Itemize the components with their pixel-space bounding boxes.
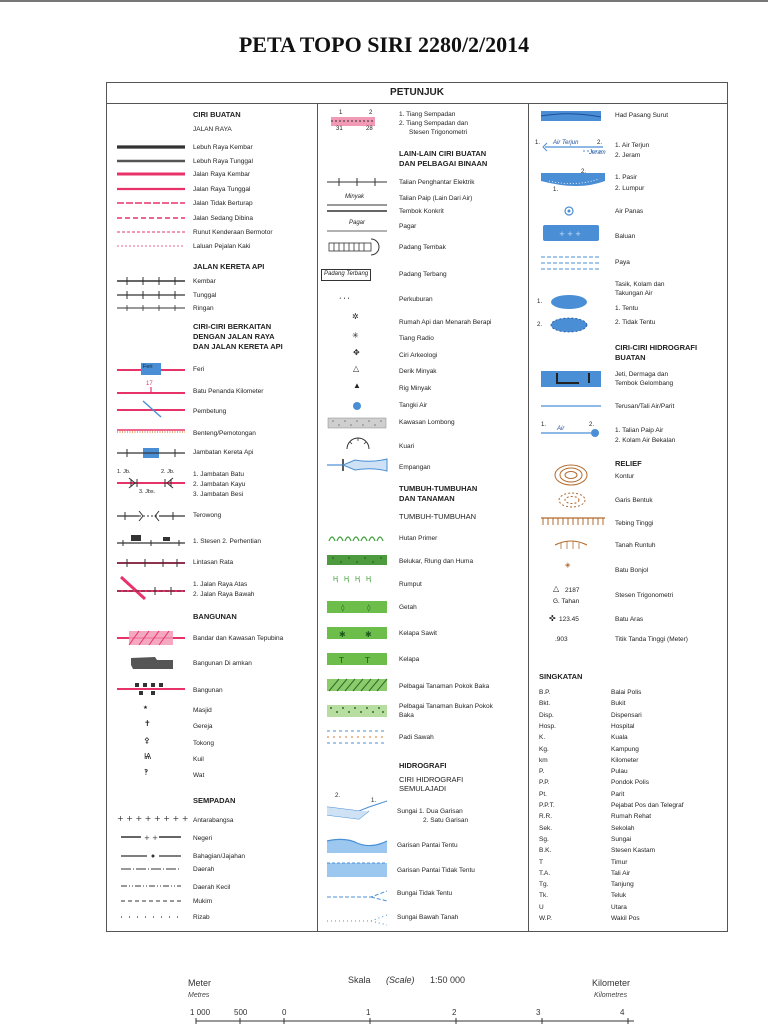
sand-num-2: 2. xyxy=(581,169,587,175)
abbr-code: B.K. xyxy=(539,847,552,855)
lake-label-1: Tasik, Kolam dan xyxy=(615,281,665,288)
chinese-temple-icon: ⚴ xyxy=(144,736,150,745)
subheading-hidro-1: CIRI HIDROGRAFI xyxy=(399,775,464,784)
road-label-2: Jalan Raya Kembar xyxy=(193,171,251,178)
non-perennial-label-1: Pelbagai Tanaman Bukan Pokok xyxy=(399,703,493,710)
concrete-wall-label: Tembok Konkrit xyxy=(399,208,444,215)
road-symbols xyxy=(115,143,187,253)
pillar-num-28: 28 xyxy=(366,126,373,132)
primary-forest-symbol xyxy=(325,531,389,545)
heading-ciri-buatan: CIRI BUATAN xyxy=(193,110,241,119)
svg-text:+ + + + + + + +: + + + + + + + + xyxy=(117,814,189,823)
waterfall-num-1: 1. xyxy=(535,140,541,146)
primary-forest-label: Hutan Primer xyxy=(399,535,438,542)
archaeology-icon: ✥ xyxy=(353,348,360,357)
coconut-label: Kelapa xyxy=(399,656,420,663)
rock-outcrop-label: Batu Bonjol xyxy=(615,567,649,574)
paddy-label: Padi Sawah xyxy=(399,734,434,741)
spot-height-label: Titik Tanda Tinggi (Meter) xyxy=(615,636,688,643)
trig-station-name: G. Tahan xyxy=(553,598,580,605)
abbr-meaning: Wakil Pos xyxy=(611,915,640,922)
hot-spring-label: Air Panas xyxy=(615,208,644,215)
level-crossing-label: Lintasan Rata xyxy=(193,559,234,566)
svg-text:T: T xyxy=(365,656,370,665)
jetty-label-1: Jeti, Dermaga dan xyxy=(615,371,669,378)
oil-palm-label: Kelapa Sawit xyxy=(399,630,437,637)
shaded-buildings-symbol xyxy=(115,655,187,671)
perennial-crops-symbol xyxy=(325,677,389,693)
abbr-code: P. xyxy=(539,768,545,776)
grass-label: Rumput xyxy=(399,581,422,588)
spot-height-value: .903 xyxy=(555,636,568,643)
lake-label-4: 2. Tidak Tentu xyxy=(615,319,656,326)
form-line-label: Garis Bentuk xyxy=(615,497,653,504)
mining-area-label: Kawasan Lombong xyxy=(399,419,455,426)
contour-symbol xyxy=(553,463,589,487)
svg-text:+ +: + + xyxy=(144,834,158,842)
mining-area-symbol xyxy=(327,417,387,429)
town-label: Bandar dan Kawasan Tepubina xyxy=(193,635,284,642)
heading-relief: RELIEF xyxy=(615,459,642,468)
scrub-symbol xyxy=(325,553,389,567)
wat-label: Wat xyxy=(193,772,205,779)
tidal-limit-label: Had Pasang Surut xyxy=(615,112,669,119)
radio-mast-label: Tiang Radio xyxy=(399,335,434,342)
level-crossing-symbol xyxy=(115,555,187,569)
concrete-wall-symbol xyxy=(325,207,389,215)
waterfall-label: 1. Air Terjun xyxy=(615,142,650,149)
river-symbol xyxy=(325,797,389,823)
landslide-symbol xyxy=(553,537,589,551)
road-label-5: Jalan Sedang Dibina xyxy=(193,215,253,222)
airfield-tag: Padang Terbang xyxy=(321,269,371,281)
non-perennial-label-2: Baka xyxy=(399,712,414,719)
abbr-code: Tg. xyxy=(539,881,549,889)
abbr-code: Bkt. xyxy=(539,700,551,708)
bench-mark-value: 123.45 xyxy=(559,616,579,623)
pillar-label-1: 1. Tiang Sempadan xyxy=(399,111,456,118)
mud-label: 2. Lumpur xyxy=(615,185,645,192)
svg-text:+ + +: + + + xyxy=(559,230,582,238)
road-label-7: Laluan Pejalan Kaki xyxy=(193,243,251,250)
svg-text:◊: ◊ xyxy=(341,604,345,612)
bridge-num-3: 3. Jbs. xyxy=(139,489,156,495)
sand-num-1: 1. xyxy=(553,187,559,193)
abbr-meaning: Balai Polis xyxy=(611,689,642,696)
heading-jalan-raya: JALAN RAYA xyxy=(193,126,232,133)
bridge-label-3: 3. Jambatan Besi xyxy=(193,491,244,498)
non-perennial-crops-symbol xyxy=(325,703,389,719)
hindu-temple-icon: Ѩ xyxy=(144,752,152,761)
scale-skala: Skala xyxy=(348,975,371,985)
paddy-symbol xyxy=(325,727,389,747)
lake-num-2: 2. xyxy=(537,322,543,328)
legend-panel xyxy=(106,82,728,932)
column-divider-1 xyxy=(317,103,318,931)
abbr-code: B.P. xyxy=(539,689,551,696)
abbr-code: km xyxy=(539,756,548,764)
map-title: PETA TOPO SIRI 2280/2/2014 xyxy=(238,32,530,57)
scale-skala-en: (Scale) xyxy=(386,975,415,985)
rail-label-1: Tunggal xyxy=(193,292,217,299)
embankment-symbol xyxy=(115,425,187,435)
subheading-hidro-2: SEMULAJADI xyxy=(399,784,447,793)
road-label-6: Runut Kenderaan Bermotor xyxy=(193,229,273,236)
column-divider-2 xyxy=(528,103,529,931)
dam-label: Empangan xyxy=(399,464,431,471)
landslide-label: Tanah Runtuh xyxy=(615,542,656,549)
coastline-indefinite-label: Garisan Pantai Tidak Tentu xyxy=(397,867,475,874)
bridge-label-2: 2. Jambatan Kayu xyxy=(193,481,246,488)
km-number: 17 xyxy=(146,381,153,387)
hindu-temple-label: Kuil xyxy=(193,756,204,763)
bench-mark-icon: ✜ xyxy=(549,614,556,623)
boundary-label-1: Negeri xyxy=(193,835,213,842)
lake-symbols xyxy=(547,293,595,337)
pillar-num-2: 2 xyxy=(369,110,373,116)
underground-river-label: Sungai Bawah Tanah xyxy=(397,914,459,921)
archaeology-label: Ciri Arkeologi xyxy=(399,352,438,359)
tunnel-symbol xyxy=(115,509,187,523)
abbr-meaning: Rumah Rehat xyxy=(611,813,652,821)
pond-symbol xyxy=(539,223,603,243)
heading-hidrografi: HIDROGRAFI xyxy=(399,761,447,770)
culvert-symbol xyxy=(115,401,187,417)
building-symbol xyxy=(115,681,187,695)
top-edge-line xyxy=(0,0,768,2)
form-line-symbol xyxy=(557,491,587,509)
boundary-symbols xyxy=(115,813,187,923)
water-pipe-label-1: 1. Talian Paip Air xyxy=(615,427,664,434)
radio-mast-icon: ✳ xyxy=(352,331,359,340)
waterfall-num-2: 2. xyxy=(597,140,603,146)
road-label-1: Lebuh Raya Tunggal xyxy=(193,158,253,165)
oil-derrick-label: Derik Minyak xyxy=(399,368,437,375)
pillar-label-2: 2. Tiang Sempadan dan xyxy=(399,120,469,127)
svg-text:✱: ✱ xyxy=(339,630,346,639)
shaded-buildings-label: Bangunan Di amkan xyxy=(193,660,252,667)
boundary-label-4: Daerah Kecil xyxy=(193,884,231,891)
oil-rig-icon: ▲ xyxy=(353,381,361,390)
abbr-code: Kg. xyxy=(539,745,549,753)
contour-label: Kontur xyxy=(615,473,635,480)
heading-lain-lain-1: LAIN-LAIN CIRI BUATAN xyxy=(399,149,487,158)
heading-bangunan: BANGUNAN xyxy=(193,612,237,621)
abbr-meaning: Utara xyxy=(611,903,627,911)
abbr-meaning: Timur xyxy=(611,858,628,866)
power-line-symbol xyxy=(325,177,389,187)
canal-label: Terusan/Tali Air/Parit xyxy=(615,403,675,410)
bridge-num-2: 2. Jb. xyxy=(161,469,175,475)
river-label-2: 2. Satu Garisan xyxy=(423,817,469,824)
tunnel-label: Terowong xyxy=(193,512,222,519)
swamp-symbol xyxy=(539,253,603,273)
abbr-code: Tk. xyxy=(539,892,549,900)
abbr-meaning: Sungai xyxy=(611,835,632,843)
water-tank-icon xyxy=(352,401,362,411)
pipe-tag: Air xyxy=(557,426,565,432)
mosque-icon: ٭ xyxy=(143,702,148,712)
abbr-meaning: Teluk xyxy=(611,892,627,900)
abbr-meaning: Pondok Polis xyxy=(611,779,649,787)
bench-mark-label: Batu Aras xyxy=(615,616,644,623)
ferry-label: Feri xyxy=(193,366,205,373)
boundary-label-0: Antarabangsa xyxy=(193,817,234,824)
road-label-4: Jalan Tidak Berturap xyxy=(193,200,253,207)
abbr-meaning: Kampung xyxy=(611,745,639,753)
fence-tag: Pagar xyxy=(349,220,366,226)
lighthouse-icon: ✲ xyxy=(352,312,359,321)
boundary-label-3: Daerah xyxy=(193,866,215,873)
rail-label-2: Ringan xyxy=(193,305,214,312)
underpass-label: 2. Jalan Raya Bawah xyxy=(193,591,255,598)
tidal-limit-symbol xyxy=(539,107,603,125)
ferry-tag: Feri xyxy=(143,364,153,370)
abbr-code: P.P.T. xyxy=(539,802,555,809)
scale-meter-label: Meter xyxy=(188,978,212,988)
water-pipe-label-2: 2. Kolam Air Bekalan xyxy=(615,437,676,444)
svg-text:✱: ✱ xyxy=(365,630,372,639)
station-label: 1. Stesen 2. Perhentian xyxy=(193,538,261,545)
abbr-meaning: Pejabat Pos dan Telegraf xyxy=(611,802,684,809)
scale-tick-2: 0 xyxy=(282,1008,287,1017)
abbr-meaning: Kilometer xyxy=(611,756,639,764)
road-label-0: Lebuh Raya Kembar xyxy=(193,144,253,151)
grass-icon: Ӊ Ӊ Ӊ Ӊ xyxy=(333,576,374,583)
road-label-3: Jalan Raya Tunggal xyxy=(193,186,251,193)
railway-bridge-label: Jambatan Kereta Api xyxy=(193,449,254,456)
coastline-definite-label: Garisan Pantai Tentu xyxy=(397,842,458,849)
coastline-indefinite-symbol xyxy=(325,861,389,879)
river-label-1: Sungai 1. Dua Garisan xyxy=(397,808,463,815)
abbr-meaning: Tanjung xyxy=(611,881,634,889)
building-label: Bangunan xyxy=(193,687,223,694)
pipeline-tag: Minyak xyxy=(345,194,365,200)
water-tank-label: Tangki Air xyxy=(399,402,428,409)
km-marker-label: Batu Penanda Kilometer xyxy=(193,388,264,395)
railway-symbols xyxy=(115,277,187,313)
subheading-tumbuh: TUMBUH-TUMBUHAN xyxy=(399,512,477,521)
pipe-num-2: 2. xyxy=(589,422,595,428)
abbr-meaning: Stesen Kastam xyxy=(611,847,656,855)
quarry-symbol xyxy=(345,435,371,451)
church-icon: ✝ xyxy=(144,719,151,728)
chinese-temple-label: Tokong xyxy=(193,740,214,747)
abbr-code: Hosp. xyxy=(539,722,556,730)
trig-station-label: Stesen Trigonometri xyxy=(615,592,674,599)
bridge-label-1: 1. Jambatan Batu xyxy=(193,471,244,478)
lake-num-1: 1. xyxy=(537,299,543,305)
overpass-symbol xyxy=(115,575,187,601)
river-indefinite-label: Bungai Tidak Tentu xyxy=(397,890,453,897)
abbr-meaning: Parit xyxy=(611,790,625,798)
abbr-code: Sek. xyxy=(539,824,553,832)
swamp-label: Paya xyxy=(615,259,630,266)
perennial-crops-label: Pelbagai Tanaman Pokok Baka xyxy=(399,683,490,690)
oil-derrick-icon: △ xyxy=(353,364,360,373)
firing-range-label: Padang Tembak xyxy=(399,244,446,251)
scale-kilometres-label: Kilometres xyxy=(594,992,628,999)
cliff-symbol xyxy=(539,515,607,527)
wat-icon: ‽ xyxy=(144,768,149,777)
rapids-label: 2. Jeram xyxy=(615,152,641,159)
mosque-label: Masjid xyxy=(193,707,212,714)
station-symbol xyxy=(115,531,187,549)
river-indefinite-symbol xyxy=(325,887,389,901)
scale-tick-4: 2 xyxy=(452,1008,457,1017)
pipe-num-1: 1. xyxy=(541,422,547,428)
rock-outcrop-icon: ◈ xyxy=(565,562,571,569)
rubber-label: Getah xyxy=(399,604,417,611)
heading-ciri-hidro-2: BUATAN xyxy=(615,353,646,362)
river-num-2: 2. xyxy=(335,793,341,799)
canal-symbol xyxy=(539,401,603,411)
scale-ratio: 1:50 000 xyxy=(430,975,466,985)
railway-bridge-symbol xyxy=(115,445,187,461)
lighthouse-label: Rumah Api dan Menarah Berapi xyxy=(399,319,492,326)
abbr-code: U xyxy=(539,903,544,911)
dam-symbol xyxy=(325,457,389,473)
trig-station-icon: △ xyxy=(553,584,560,593)
coconut-symbol xyxy=(325,651,389,667)
boundary-label-5: Mukim xyxy=(193,898,213,905)
scrub-label: Belukar, Rlung dan Huma xyxy=(399,558,474,565)
culvert-label: Pembetung xyxy=(193,408,227,415)
abbr-code: R.R. xyxy=(539,813,552,821)
scale-bar xyxy=(196,1018,636,1024)
boundary-label-6: Rizab xyxy=(193,914,210,921)
abbr-code: P.P. xyxy=(539,779,550,787)
river-num-1: 1. xyxy=(371,798,377,804)
embankment-label: Benteng/Pemotongan xyxy=(193,430,256,437)
waterfall-tag: Air Terjun xyxy=(553,140,579,146)
abbr-meaning: Dispensari xyxy=(611,711,642,719)
scale-tick-5: 3 xyxy=(536,1008,541,1017)
lake-label-2: Takungan Air xyxy=(615,290,653,297)
heading-singkatan: SINGKATAN xyxy=(539,672,583,681)
hot-spring-icon xyxy=(563,205,575,217)
abbr-meaning: Tali Air xyxy=(611,869,631,877)
overpass-label: 1. Jalan Raya Atas xyxy=(193,581,248,588)
svg-text:T: T xyxy=(339,656,344,665)
scale-tick-1: 500 xyxy=(234,1008,248,1017)
heading-ciri-ciri-1: CIRI-CIRI BERKAITAN xyxy=(193,322,272,331)
pipeline-label: Talian Paip (Lain Dari Air) xyxy=(399,195,473,202)
rubber-symbol xyxy=(325,599,389,615)
sand-mud-symbol xyxy=(539,171,611,193)
heading-tumbuh-1: TUMBUH-TUMBUHAN xyxy=(399,484,478,493)
heading-ciri-ciri-3: DAN JALAN KERETA API xyxy=(193,342,283,351)
oil-palm-symbol xyxy=(325,625,389,641)
cemetery-label: Perkuburan xyxy=(399,296,433,303)
church-label: Gereja xyxy=(193,723,213,730)
abbr-code: T.A. xyxy=(539,869,551,877)
lake-label-3: 1. Tentu xyxy=(615,305,639,312)
town-symbol xyxy=(115,629,187,647)
abbr-code: W.P. xyxy=(539,915,552,922)
svg-text:◊: ◊ xyxy=(367,604,371,612)
scale-kilometer-label: Kilometer xyxy=(592,978,631,988)
abbr-meaning: Sekolah xyxy=(611,824,635,832)
underground-river-symbol xyxy=(325,911,389,925)
heading-sempadan: SEMPADAN xyxy=(193,796,236,805)
heading-tumbuh-2: DAN TANAMAN xyxy=(399,494,455,503)
airfield-label: Padang Terbang xyxy=(399,271,447,278)
legend-header: PETUNJUK xyxy=(107,83,727,104)
pillar-num-1: 1 xyxy=(339,110,343,116)
rail-label-0: Kembar xyxy=(193,278,216,285)
firing-range-symbol xyxy=(325,237,389,257)
rapids-tag: Jeram xyxy=(589,150,606,156)
abbr-code: Disp. xyxy=(539,711,554,719)
cliff-label: Tebing Tinggi xyxy=(615,520,654,527)
heading-jalan-kereta-api: JALAN KERETA API xyxy=(193,262,265,271)
cemetery-icon: ، ، ، xyxy=(339,294,350,301)
pillar-num-31: 31 xyxy=(336,126,343,132)
abbr-code: Pt. xyxy=(539,790,547,798)
pond-label: Baluan xyxy=(615,233,636,240)
boundary-label-2: Bahagian/Jajahan xyxy=(193,853,246,860)
scale-tick-3: 1 xyxy=(366,1008,371,1017)
abbr-code: K. xyxy=(539,734,546,742)
abbr-meaning: Hospital xyxy=(611,722,635,730)
heading-ciri-ciri-2: DENGAN JALAN RAYA xyxy=(193,332,275,341)
abbr-meaning: Pulau xyxy=(611,768,628,776)
quarry-label: Kuari xyxy=(399,443,415,450)
abbr-meaning: Bukit xyxy=(611,700,626,708)
power-line-label: Talian Penghantar Elektrik xyxy=(399,179,475,186)
trig-station-value: 2187 xyxy=(565,587,580,594)
heading-ciri-hidro-1: CIRI-CIRI HIDROGRAFI xyxy=(615,343,698,352)
scale-tick-6: 4 xyxy=(620,1008,625,1017)
bridge-num-1: 1. Jb. xyxy=(117,469,131,475)
pillar-label-3: Stesen Trigonometri xyxy=(409,129,468,136)
jetty-symbol xyxy=(539,369,603,389)
abbr-code: Sg. xyxy=(539,835,549,843)
fence-label: Pagar xyxy=(399,223,417,230)
abbr-code: T xyxy=(539,858,543,866)
coastline-definite-symbol xyxy=(325,835,389,855)
heading-lain-lain-2: DAN PELBAGAI BINAAN xyxy=(399,159,488,168)
scale-metres-label: Metres xyxy=(188,992,210,999)
oil-rig-label: Rig Minyak xyxy=(399,385,432,392)
sand-label: 1. Pasir xyxy=(615,174,638,181)
abbr-meaning: Kuala xyxy=(611,734,628,742)
jetty-label-2: Tembok Gelombang xyxy=(615,380,674,387)
scale-tick-0: 1 000 xyxy=(190,1008,211,1017)
